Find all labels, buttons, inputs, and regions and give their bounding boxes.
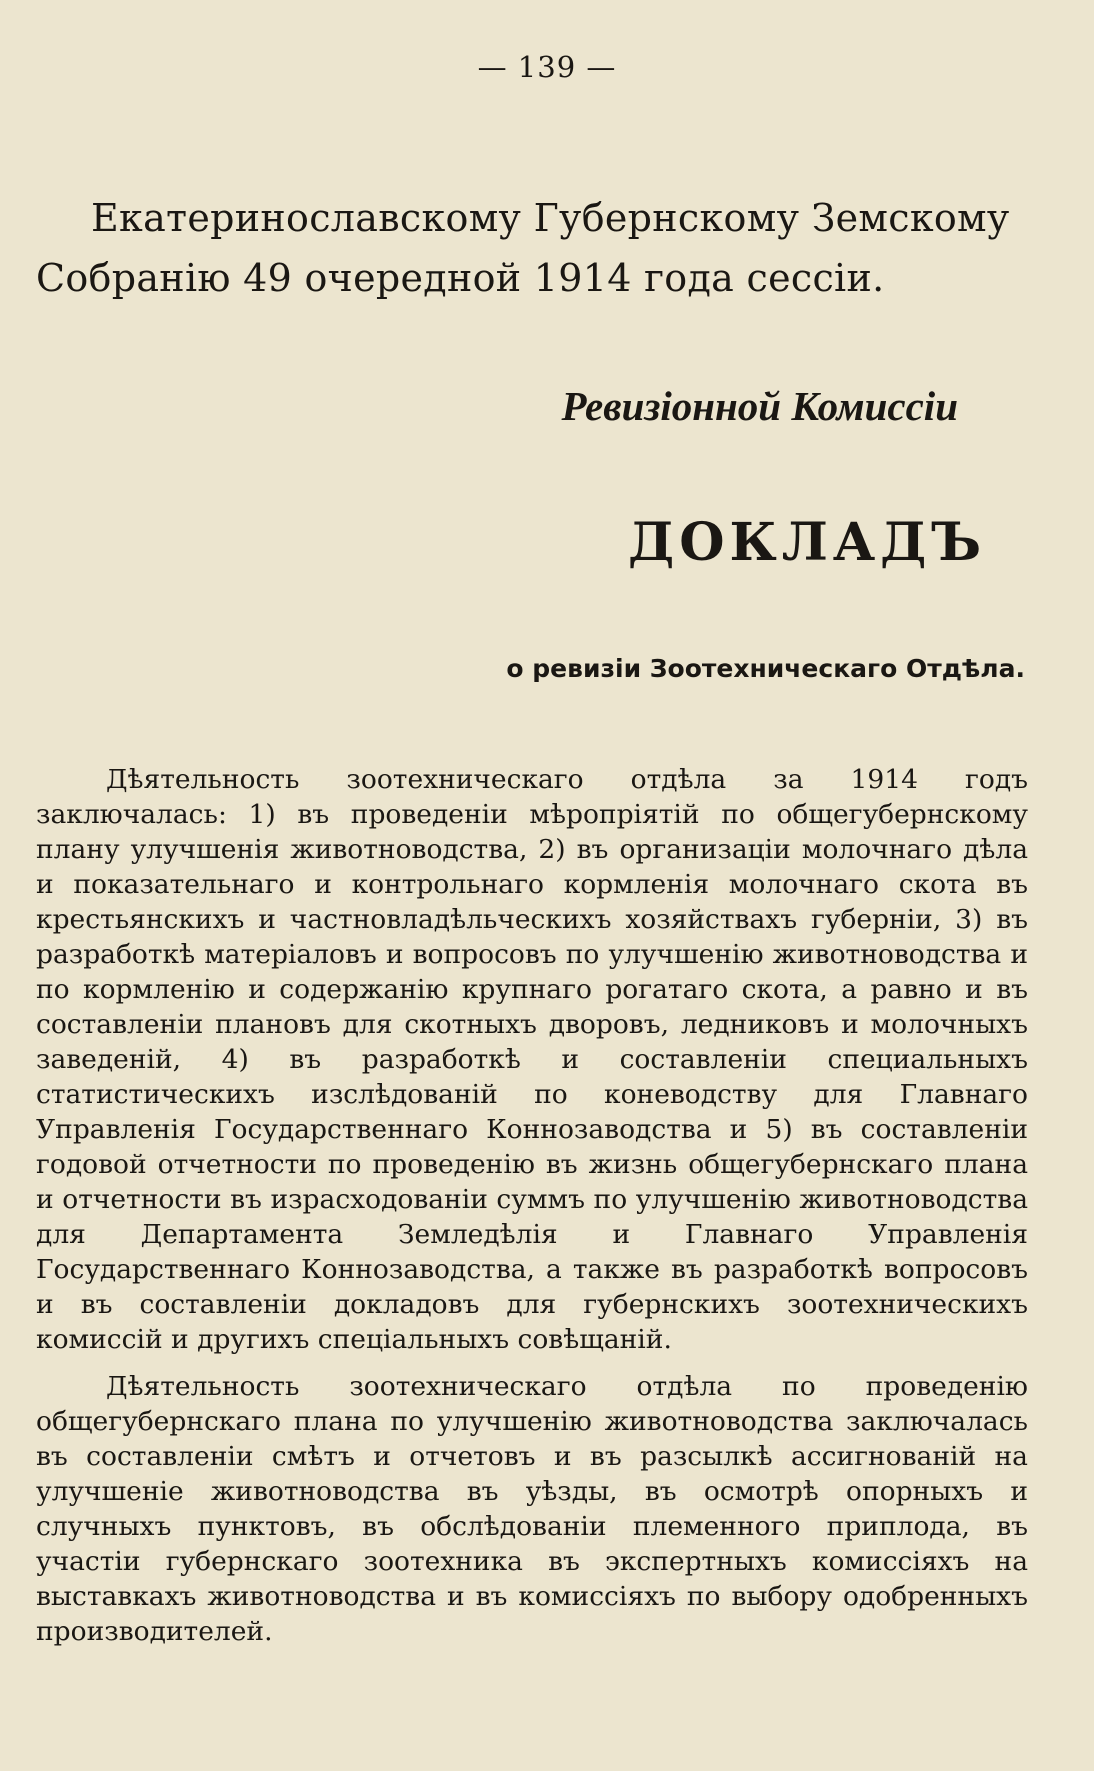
report-title: ДОКЛАДЪ [628,512,987,573]
paragraph-2: Дѣятельность зоотехническаго отдѣла по проведенію общегубернскаго плана по улучшенію животноводства заключалась въ составленіи смѣтъ и отчетовъ и въ разсылкѣ ассигнованій на улучшеніе животноводства въ уѣзды, въ осмотрѣ опорныхъ и случныхъ пунктовъ, въ обслѣдованіи племенного приплода, въ участіи губернскаго зоотехника въ экспертныхъ комиссіяхъ на выставкахъ животноводства и въ комиссіяхъ по выбору одобренныхъ производителей. [36,1371,1028,1647]
commission-name: Ревизіонной Комиссіи [561,383,958,429]
report-subtitle: о ревизіи Зоотехническаго Отдѣла. [506,654,1025,683]
body-text [36,762,1028,1649]
heading-line-1: Екатеринославскому Губернскому Земскому [91,196,1010,240]
paragraph-1: Дѣятельность зоотехническаго отдѣла за 1914 годъ заключалась: 1) въ проведеніи мѣропріятій по общегубернскому плану улучшенія животноводства, 2) въ организаціи молочнаго дѣла и показательнаго и контрольнаго кормленія молочнаго скота въ крестьянскихъ и частновладѣльческихъ хозяйствахъ губерніи, 3) въ разработкѣ матеріаловъ и вопросовъ по улучшенію животноводства и по кормленію и содержанію крупнаго рогатаго скота, а равно и въ составленіи плановъ для скотныхъ дворовъ, ледниковъ и молочныхъ заведеній, 4) въ разработкѣ и составленіи специальныхъ статистическихъ изслѣдованій по коневодству для Главнаго Управленія Государственнаго Коннозаводства и 5) въ составленіи годовой отчетности по проведенію въ жизнь общегубернскаго плана и отчетности въ израсходованіи суммъ по улучшенію животноводства для Департамента Земледѣлія и Главнаго Управленія Государственнаго Коннозаводства, а также въ разработкѣ вопросовъ и въ составленіи докладовъ для губернскихъ зоотехническихъ комиссій и другихъ спеціальныхъ совѣщаній. [36,764,1028,1355]
document-heading [36,188,1026,308]
page-number: — 139 — [477,50,617,84]
heading-line-2: Собранію 49 очередной 1914 года сессіи. [36,256,885,300]
